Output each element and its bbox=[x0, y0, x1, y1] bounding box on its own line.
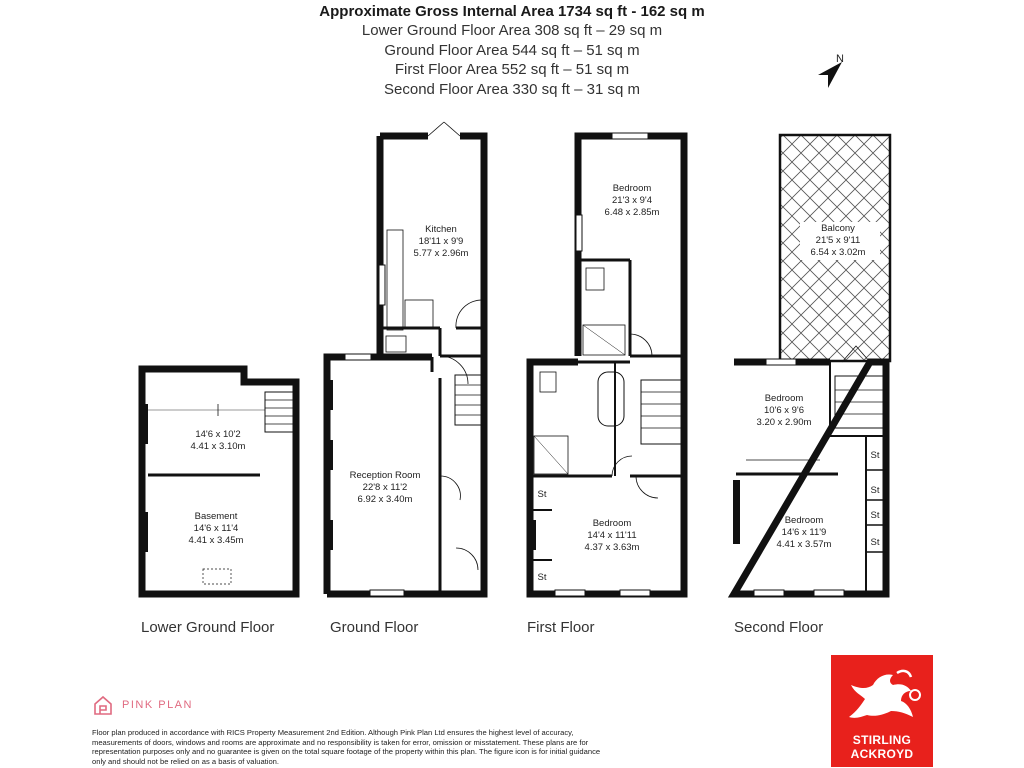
room-basement bbox=[189, 511, 244, 546]
room-balcony bbox=[800, 222, 880, 260]
storage-label: St bbox=[537, 572, 547, 583]
agent-name-line1: STIRLING bbox=[852, 733, 912, 747]
storage-label: St bbox=[870, 485, 880, 496]
compass-icon bbox=[818, 53, 844, 88]
storage-label: St bbox=[870, 450, 880, 461]
svg-text:Basement: Basement bbox=[194, 511, 238, 522]
svg-text:Bedroom: Bedroom bbox=[784, 515, 824, 526]
svg-text:14'4 x 11'11: 14'4 x 11'11 bbox=[587, 530, 637, 541]
room-sf-bedroom-large bbox=[777, 515, 832, 550]
svg-text:Balcony: Balcony bbox=[821, 223, 855, 234]
svg-text:Reception Room: Reception Room bbox=[349, 470, 421, 481]
room-ff-bedroom-top bbox=[605, 183, 660, 218]
svg-text:18'11 x 9'9: 18'11 x 9'9 bbox=[418, 236, 464, 247]
svg-text:6.48 x 2.85m: 6.48 x 2.85m bbox=[604, 207, 660, 218]
svg-text:Bedroom: Bedroom bbox=[592, 518, 632, 529]
storage-label: St bbox=[870, 510, 880, 521]
svg-text:14'6 x 11'4: 14'6 x 11'4 bbox=[193, 523, 239, 534]
room-kitchen bbox=[414, 224, 469, 259]
svg-text:21'5 x 9'11: 21'5 x 9'11 bbox=[815, 235, 861, 246]
svg-text:6.54 x 3.02m: 6.54 x 3.02m bbox=[810, 247, 866, 258]
storage-label: St bbox=[870, 537, 880, 548]
stirling-ackroyd-logo bbox=[831, 655, 933, 767]
lower-ground-floor-plan bbox=[141, 369, 296, 594]
svg-text:Kitchen: Kitchen bbox=[425, 224, 457, 235]
lower-ground-area: Lower Ground Floor Area 308 sq ft – 29 sq m bbox=[361, 22, 663, 39]
svg-text:3.20 x 2.90m: 3.20 x 2.90m bbox=[756, 417, 812, 428]
ground-area: Ground Floor Area 544 sq ft – 51 sq m bbox=[384, 41, 640, 59]
svg-text:22'8 x 11'2: 22'8 x 11'2 bbox=[362, 482, 408, 493]
griffin-emblem-icon bbox=[831, 655, 933, 735]
second-area: Second Floor Area 330 sq ft – 31 sq m bbox=[384, 80, 640, 98]
floor-label-lower-ground: Lower Ground Floor bbox=[141, 619, 275, 636]
pink-plan-logo-icon bbox=[92, 694, 114, 716]
first-area: First Floor Area 552 sq ft – 51 sq m bbox=[394, 61, 630, 78]
agent-name-line2: ACKROYD bbox=[850, 747, 914, 761]
svg-text:6.92 x 3.40m: 6.92 x 3.40m bbox=[357, 494, 413, 505]
svg-text:14'6 x 11'9: 14'6 x 11'9 bbox=[781, 527, 827, 538]
svg-text:Bedroom: Bedroom bbox=[612, 183, 652, 194]
pink-plan-name: PINK PLAN bbox=[122, 699, 193, 711]
room-sf-bedroom-small bbox=[757, 393, 812, 428]
gross-area-title: Approximate Gross Internal Area 1734 sq ft - 162 sq m bbox=[319, 3, 705, 20]
svg-text:14'6 x 10'2: 14'6 x 10'2 bbox=[195, 429, 241, 440]
svg-text:4.41 x 3.57m: 4.41 x 3.57m bbox=[776, 539, 832, 550]
floor-label-second: Second Floor bbox=[734, 619, 824, 636]
storage-label: St bbox=[537, 489, 547, 500]
room-ff-bedroom-bottom bbox=[585, 518, 640, 553]
floor-label-first: First Floor bbox=[527, 619, 595, 636]
floor-label-ground: Ground Floor bbox=[330, 619, 419, 636]
pink-plan-brand bbox=[92, 694, 193, 716]
room-lg-upper bbox=[191, 429, 246, 452]
disclaimer-text: Floor plan produced in accordance with RICS Property Measurement 2nd Edition. Although Pink Plan Ltd ensures the highest level of accuracy, measurements of doors, windows and rooms are approximate and no responsibility is taken for error, omission or misstatement. These plans are for representation purposes only and no guarantee is given on the total square footage of the property within this plan. The figure icon is for initial guidance only and should not be relied on as a basis of valuation. bbox=[92, 728, 601, 766]
ground-floor-plan bbox=[326, 122, 484, 596]
svg-text:5.77 x 2.96m: 5.77 x 2.96m bbox=[413, 248, 469, 259]
agent-name bbox=[831, 733, 933, 761]
svg-text:4.37 x 3.63m: 4.37 x 3.63m bbox=[584, 542, 640, 553]
svg-text:Bedroom: Bedroom bbox=[764, 393, 804, 404]
compass-label: N bbox=[836, 53, 844, 65]
svg-text:4.41 x 3.45m: 4.41 x 3.45m bbox=[188, 535, 244, 546]
room-reception bbox=[350, 470, 421, 505]
svg-text:21'3 x 9'4: 21'3 x 9'4 bbox=[611, 195, 653, 206]
svg-text:4.41 x 3.10m: 4.41 x 3.10m bbox=[190, 441, 246, 452]
svg-text:10'6 x 9'6: 10'6 x 9'6 bbox=[763, 405, 805, 416]
